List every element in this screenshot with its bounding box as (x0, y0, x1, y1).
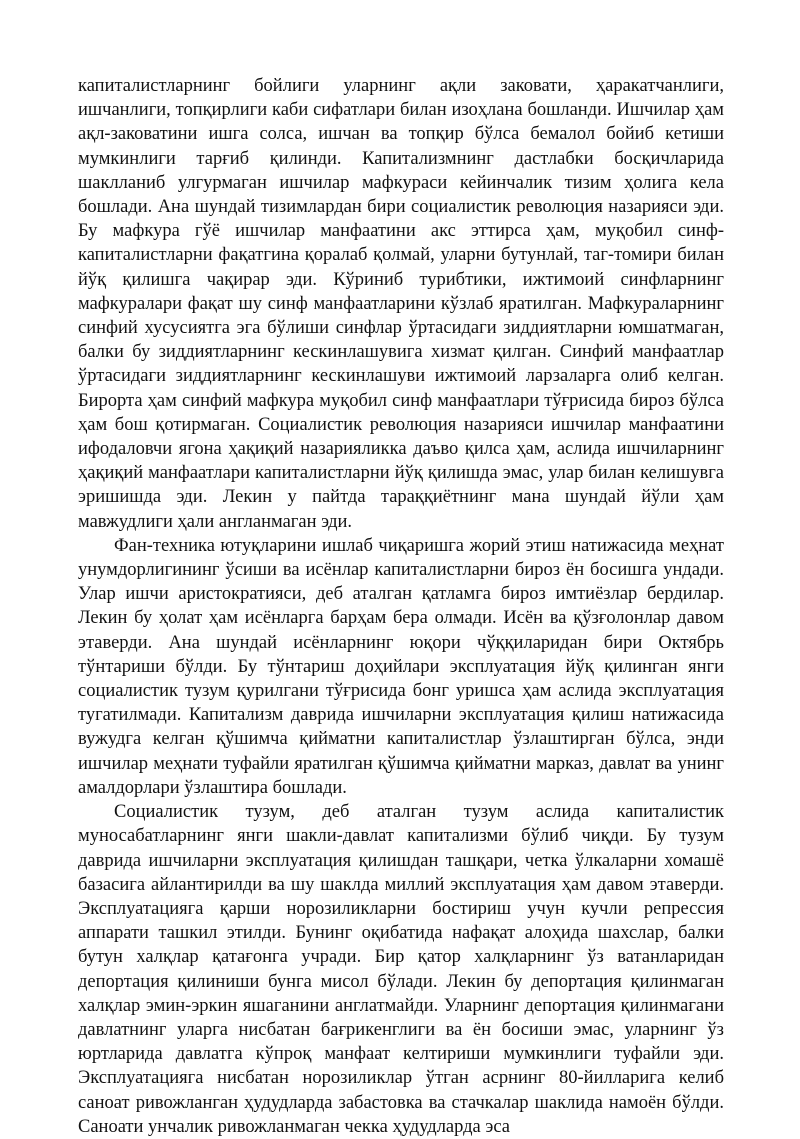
document-page (78, 74, 724, 1139)
paragraph-1: капиталистларнинг бойлиги уларнинг ақли заковати, ҳаракатчанлиги, ишчанлиги, топқирлиги каби сифатлари билан изоҳлана бошланди. Ишчилар ҳам ақл-заковатини ишга солса, ишчан ва топқир бўлса бемалол бойиб кетиши мумкинлиги тарғиб қилинди. Капитализмнинг дастлабки босқичларида шаклланиб улгурмаган ишчилар мафкураси кейинчалик тизим ҳолига кела бошлади. Ана шундай тизимлардан бири социалистик революция назарияси эди. Бу мафкура гўё ишчилар манфаатини акс эттирса ҳам, муқобил синф-капиталистларни фақатгина қоралаб қолмай, уларни бутунлай, таг-томири билан йўқ қилишга чақирар эди. Кўриниб турибтики, ижтимоий синфларнинг мафкуралари фақат шу синф манфаатларини кўзлаб яратилган. Мафкураларнинг синфий хусусиятга эга бўлиши синфлар ўртасидаги зиддиятларни юмшатмаган, балки бу зиддиятларнинг кескинлашувига хизмат қилган. Синфий манфаатлар ўртасидаги зиддиятларнинг кескинлашуви ижтимоий ларзаларга олиб келган. Бирорта ҳам синфий мафкура муқобил синф манфаатлари тўғрисида бироз бўлса ҳам бош қотирмаган. Социалистик революция назарияси ишчилар манфаатини ифодаловчи ягона ҳақиқий назарияликка даъво қилса ҳам, аслида ишчиларнинг ҳақиқий манфаатлари капиталистларни йўқ қилишда эмас, улар билан келишувга эришишда эди. Лекин у пайтда тараққиётнинг мана шундай йўли ҳам мавжудлиги ҳали англанмаган эди. (78, 76, 724, 532)
paragraph-2: Фан-техника ютуқларини ишлаб чиқаришга жорий этиш натижасида меҳнат унумдорлигининг ўсиши ва исёнлар капиталистларни бироз ён босишга ундади. Улар ишчи аристократияси, деб аталган қатламга бироз имтиёзлар бердилар. Лекин бу ҳолат ҳам исёнларга барҳам бера олмади. Исён ва қўзғолонлар давом этаверди. Ана шундай исёнларнинг юқори чўққиларидан бири Октябрь тўнтариши бўлди. Бу тўнтариш доҳийлари эксплуатация йўқ қилинган янги социалистик тузум қурилгани тўғрисида бонг уришса ҳам аслида эксплуатация тугатилмади. Капитализм даврида ишчиларни эксплуатация қилиш натижасида вужудга келган қўшимча қийматни капиталистлар ўзлаштирган бўлса, энди ишчилар меҳнати туфайли яратилган қўшимча қийматни марказ, давлат ва унинг амалдорлари ўзлаштира бошлади. (78, 535, 724, 798)
paragraph-3: Социалистик тузум, деб аталган тузум аслида капиталистик муносабатларнинг янги шакли-давлат капитализми бўлиб чиқди. Бу тузум даврида ишчиларни эксплуатация қилишдан ташқари, четка ўлкаларни хомашё базасига айлантирилди ва шу шаклда миллий эксплуатация ҳам давом этаверди. Эксплуатацияга қарши норозиликларни бостириш учун кучли репрессия аппарати ташкил этилди. Бунинг оқибатида нафақат алоҳида шахслар, балки бутун халқлар қатағонга учради. Бир қатор халқларнинг ўз ватанларидан депортация қилиниши бунга мисол бўлади. Лекин бу депортация қилинмаган халқлар эмин-эркин яшаганини англатмайди. Уларнинг депортация қилинмагани давлатнинг уларга нисбатан бағрикенглиги ва ён босиши эмас, уларнинг ўз юртларида давлатга кўпроқ манфаат келтириши мумкинлиги туфайли эди. Эксплуатацияга нисбатан норозиликлар ўтган асрнинг 80-йилларига келиб саноат ривожланган ҳудудларда забастовка ва стачкалар шаклида намоён бўлди. Саноати унчалик ривожланмаган чекка ҳудудларда эса (78, 802, 724, 1137)
